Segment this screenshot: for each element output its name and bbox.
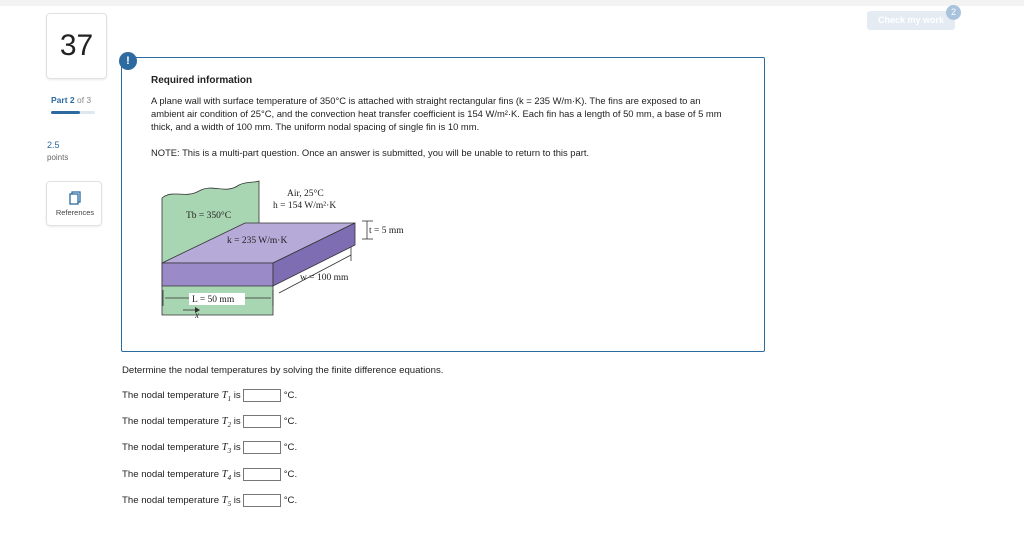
conductivity-label: k = 235 W/m·K: [227, 236, 288, 246]
required-info-title: Required information: [151, 75, 253, 86]
answer-suffix: is: [233, 442, 241, 454]
check-my-work-button[interactable]: Check my work: [867, 11, 955, 30]
t2-input[interactable]: [243, 415, 281, 428]
answer-row-t1: [122, 389, 297, 403]
answer-variable: $T_5$: [221, 495, 232, 509]
question-prompt: Determine the nodal temperatures by solving the finite difference equations.: [122, 365, 444, 376]
unit-label: °C.: [283, 416, 298, 428]
x-axis-label: x: [195, 310, 199, 320]
length-label: L = 50 mm: [192, 295, 235, 305]
fin-diagram: [155, 175, 415, 325]
answer-row-t3: [122, 441, 297, 455]
part-progress-bar: [51, 111, 95, 114]
base-temperature-label: Tb = 350°C: [186, 211, 232, 221]
t5-input[interactable]: [243, 494, 281, 507]
references-icon: [69, 191, 81, 205]
width-label: w = 100 mm: [300, 273, 349, 283]
h-label: h = 154 W/m²·K: [273, 201, 337, 211]
answer-row-t2: [122, 415, 297, 429]
answer-prefix: The nodal temperature: [122, 442, 220, 454]
points-value: 2.5: [47, 140, 60, 150]
references-label: References: [55, 208, 95, 217]
question-number: 37: [46, 13, 107, 79]
answer-variable: $T_4$: [221, 469, 232, 483]
top-bar: [0, 0, 1024, 6]
part-current: Part 2: [51, 95, 75, 105]
answer-prefix: The nodal temperature: [122, 416, 220, 428]
answer-variable: $T_1$: [221, 390, 232, 404]
answer-suffix: is: [233, 469, 241, 481]
answer-row-t4: [122, 468, 297, 482]
unit-label: °C.: [283, 495, 298, 507]
required-info-note: NOTE: This is a multi-part question. Once an answer is submitted, you will be unable to return to this part.: [151, 147, 590, 158]
answer-suffix: is: [233, 416, 241, 428]
check-work-count-badge: 2: [946, 5, 961, 20]
fin-front-face: [162, 263, 273, 286]
unit-label: °C.: [283, 442, 298, 454]
thickness-label: t = 5 mm: [369, 226, 404, 236]
required-info-body: A plane wall with surface temperature of 350°C is attached with straight rectangular fins (k = 235 W/m·K). The fins are exposed to an ambient air condition of 25°C, and the convection heat transfer coefficient is 154 W/m²·K. Each fin has a length of 50 mm, a base of 5 mm thick, and a width of 100 mm. The uniform nodal spacing of single fin is 10 mm.: [151, 95, 722, 132]
t4-input[interactable]: [243, 468, 281, 481]
points-label: points: [47, 153, 69, 162]
t1-input[interactable]: [243, 389, 281, 402]
answer-suffix: is: [233, 390, 241, 402]
answer-prefix: The nodal temperature: [122, 390, 220, 402]
alert-icon: !: [119, 52, 137, 70]
t3-input[interactable]: [243, 441, 281, 454]
answer-variable: $T_2$: [221, 416, 232, 430]
unit-label: °C.: [283, 469, 298, 481]
air-label: Air, 25°C: [287, 189, 324, 199]
references-button[interactable]: [46, 181, 102, 226]
part-indicator: [51, 95, 91, 105]
unit-label: °C.: [283, 390, 298, 402]
answer-row-t5: [122, 494, 297, 508]
answer-prefix: The nodal temperature: [122, 469, 220, 481]
answer-variable: $T_3$: [221, 442, 232, 456]
part-total: of 3: [74, 95, 92, 105]
answer-prefix: The nodal temperature: [122, 495, 220, 507]
part-progress-fill: [51, 111, 80, 114]
answer-suffix: is: [233, 495, 241, 507]
